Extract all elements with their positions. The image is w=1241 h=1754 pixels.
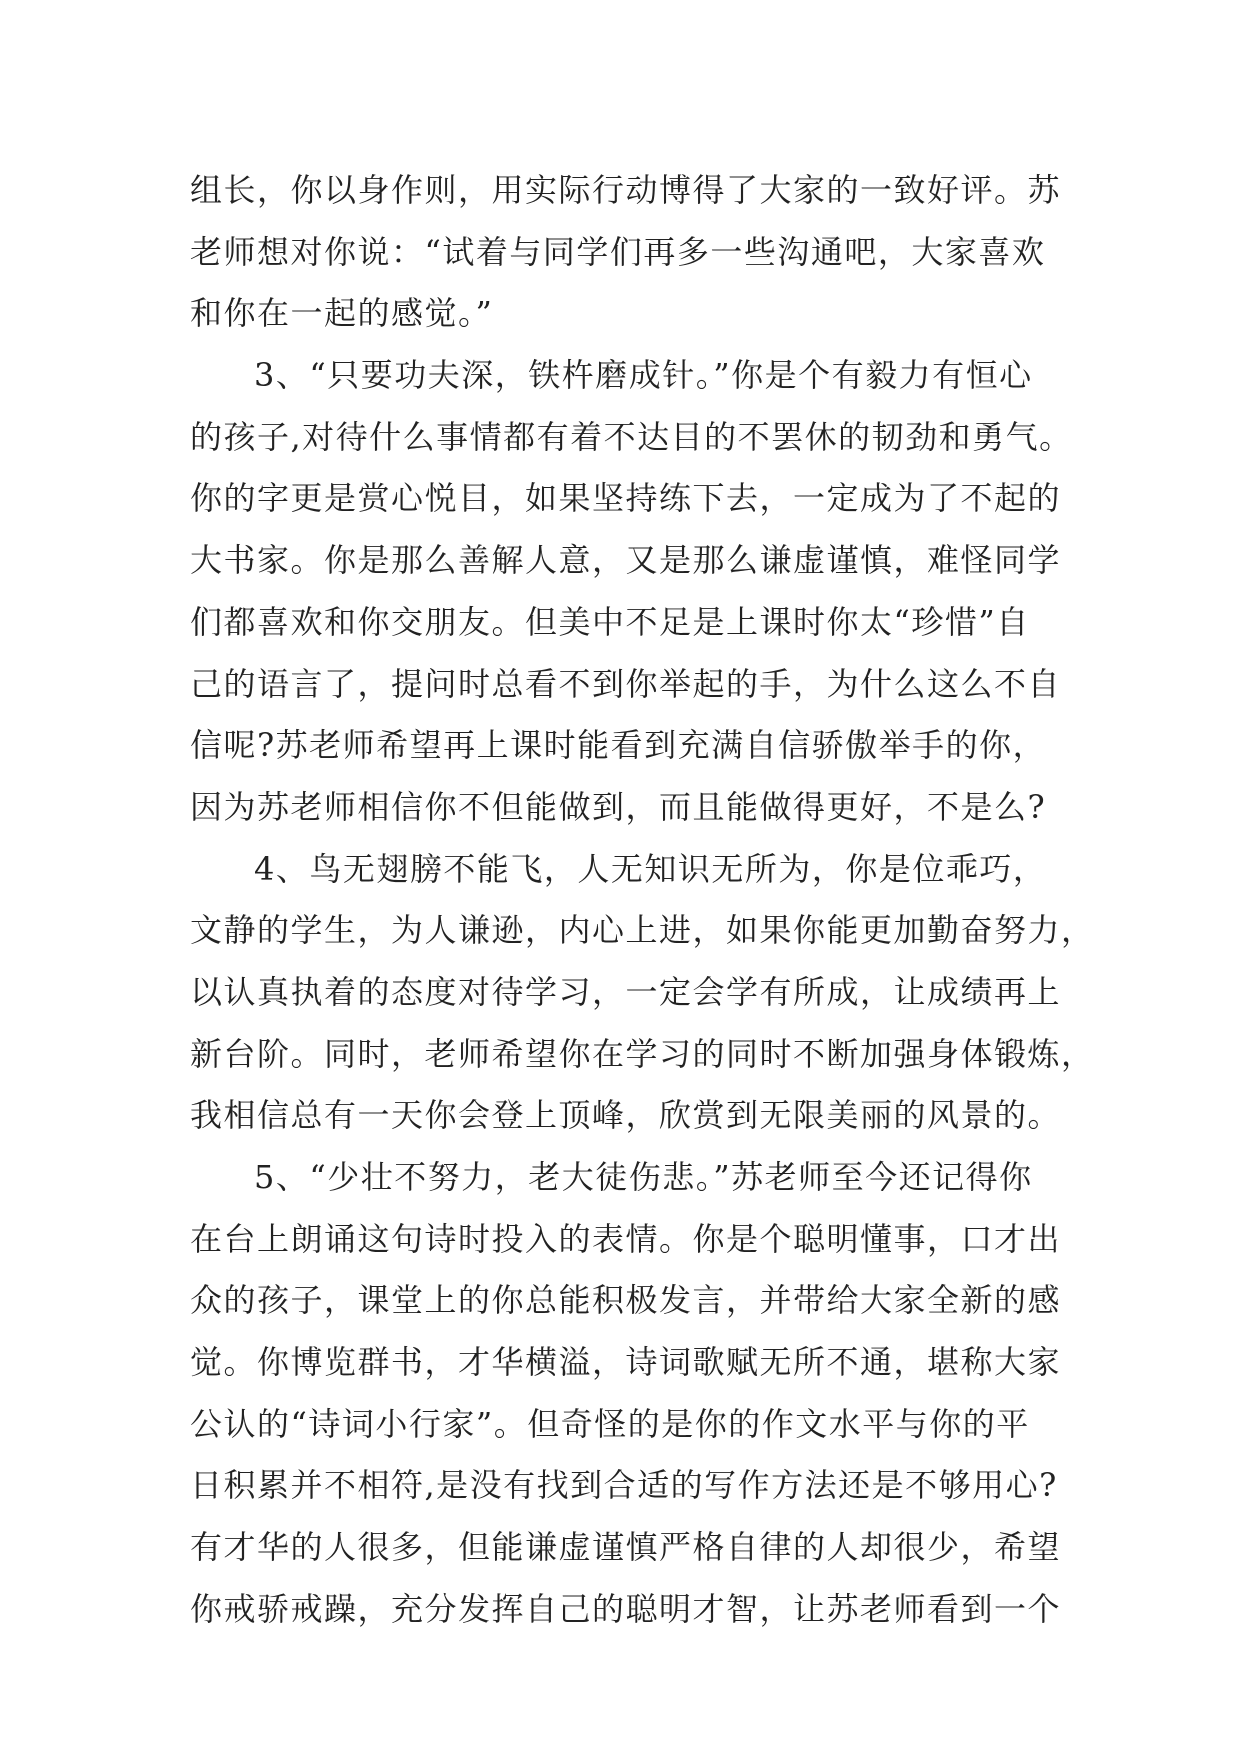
text-line: 我相信总有一天你会登上顶峰，欣赏到无限美丽的风景的。 (190, 1096, 1062, 1135)
text-line: 在台上朗诵这句诗时投入的表情。你是个聪明懂事，口才出 (190, 1219, 1062, 1258)
text-line: 你戒骄戒躁，充分发挥自己的聪明才智，让苏老师看到一个 (190, 1589, 1062, 1628)
text-line: 4、鸟无翅膀不能飞，人无知识无所为，你是位乖巧， (254, 849, 1047, 888)
text-line: 3、“只要功夫深，铁杵磨成针。”你是个有毅力有恒心 (254, 356, 1033, 395)
text-line: 因为苏老师相信你不但能做到，而且能做得更好，不是么? (190, 787, 1047, 826)
text-line: 们都喜欢和你交朋友。但美中不足是上课时你太“珍惜”自 (190, 602, 1030, 641)
document-body (190, 160, 1095, 1641)
paragraph-3 (190, 345, 1090, 839)
text-line: 和你在一起的感觉。” (190, 294, 494, 333)
paragraph-5 (190, 1147, 1090, 1641)
text-line: 众的孩子，课堂上的你总能积极发言，并带给大家全新的感 (190, 1281, 1062, 1320)
text-line: 老师想对你说：“试着与同学们再多一些沟通吧，大家喜欢 (190, 232, 1046, 271)
text-line: 5、“少壮不努力，老大徒伤悲。”苏老师至今还记得你 (254, 1158, 1033, 1196)
paragraph-continued (190, 160, 1090, 345)
text-line: 日积累并不相符,是没有找到合适的写作方法还是不够用心? (190, 1466, 1058, 1505)
text-line: 你的字更是赏心悦目，如果坚持练下去，一定成为了不起的 (190, 479, 1062, 518)
text-line: 文静的学生，为人谦逊，内心上进，如果你能更加勤奋努力， (190, 911, 1095, 950)
text-line: 以认真执着的态度对待学习，一定会学有所成，让成绩再上 (190, 972, 1062, 1011)
text-line: 己的语言了，提问时总看不到你举起的手，为什么这么不自 (190, 664, 1062, 703)
text-line: 有才华的人很多，但能谦虚谨慎严格自律的人却很少，希望 (190, 1528, 1062, 1567)
text-line: 信呢?苏老师希望再上课时能看到充满自信骄傲举手的你， (190, 726, 1047, 765)
text-line: 大书家。你是那么善解人意，又是那么谦虚谨慎，难怪同学 (190, 541, 1062, 580)
text-line: 新台阶。同时，老师希望你在学习的同时不断加强身体锻炼， (190, 1034, 1095, 1073)
paragraph-4 (190, 839, 1095, 1147)
text-line: 公认的“诗词小行家”。但奇怪的是你的作文水平与你的平 (190, 1404, 1030, 1443)
text-line: 的孩子,对待什么事情都有着不达目的不罢休的韧劲和勇气。 (190, 417, 1073, 456)
text-line: 觉。你博览群书，才华横溢，诗词歌赋无所不通，堪称大家 (190, 1343, 1062, 1382)
text-line: 组长，你以身作则，用实际行动博得了大家的一致好评。苏 (190, 171, 1062, 209)
